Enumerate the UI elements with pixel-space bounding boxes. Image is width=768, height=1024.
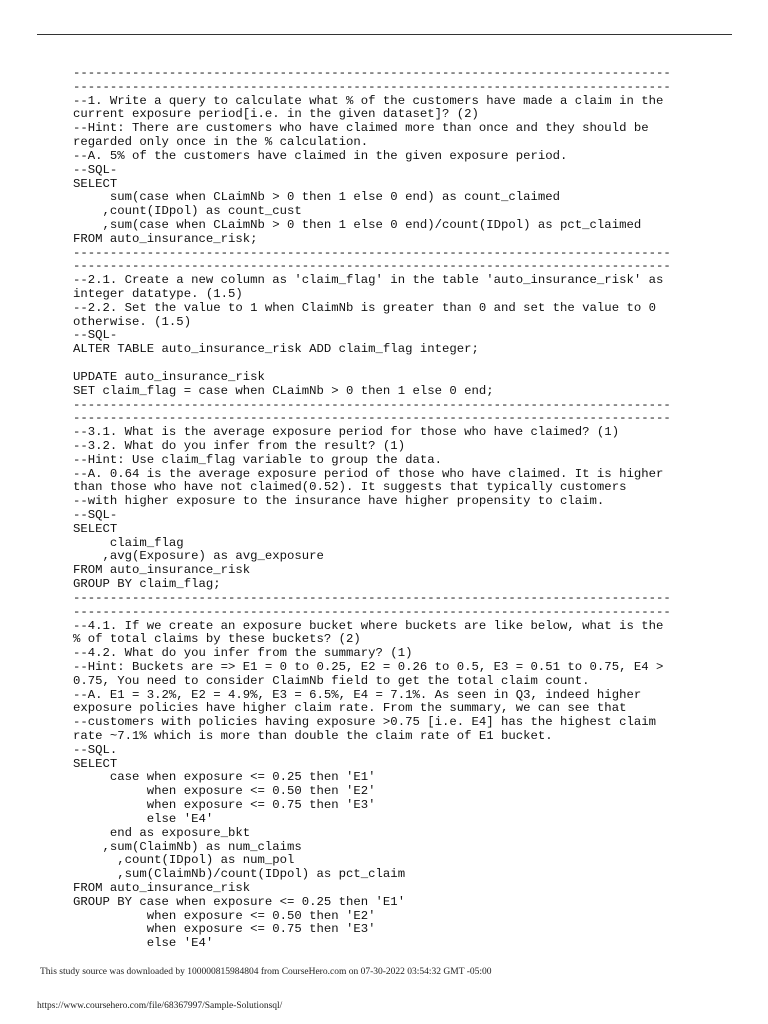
document-line: --4.1. If we create an exposure bucket where buckets are like below, what is the [73, 618, 664, 633]
document-line: ,sum(case when CLaimNb > 0 then 1 else 0 end)/count(IDpol) as pct_claimed [73, 217, 642, 232]
document-line: --3.2. What do you infer from the result? (1) [73, 438, 406, 453]
document-line: --Hint: There are customers who have claimed more than once and they should be [73, 121, 649, 136]
document-line: --2.2. Set the value to 1 when ClaimNb is greater than 0 and set the value to 0 [73, 300, 656, 315]
document-line: regarded only once in the % calculation. [73, 135, 369, 150]
document-line: else 'E4' [73, 936, 214, 951]
document-line: --------------------------------------------------------------------------------- [73, 590, 671, 605]
document-line: ALTER TABLE auto_insurance_risk ADD claim_flag integer; [73, 342, 479, 357]
document-line: --SQL- [73, 162, 118, 177]
document-line: exposure policies have higher claim rate. From the summary, we can see that [73, 701, 627, 716]
document-line: when exposure <= 0.50 then 'E2' [73, 784, 376, 799]
document-line: --------------------------------------------------------------------------------- [73, 397, 671, 412]
document-line: SELECT [73, 756, 118, 771]
document-line: --------------------------------------------------------------------------------- [73, 259, 671, 274]
document-line: FROM auto_insurance_risk [73, 563, 251, 578]
document-line: --Hint: Buckets are => E1 = 0 to 0.25, E2 = 0.26 to 0.5, E3 = 0.51 to 0.75, E4 > [73, 659, 664, 674]
document-line: FROM auto_insurance_risk [73, 880, 251, 895]
document-line: when exposure <= 0.75 then 'E3' [73, 922, 376, 937]
document-line: claim_flag [73, 535, 184, 550]
document-line: --customers with policies having exposure >0.75 [i.e. E4] has the highest claim [73, 715, 656, 730]
document-line: --1. Write a query to calculate what % of the customers have made a claim in the [73, 93, 664, 108]
document-line: integer datatype. (1.5) [73, 287, 243, 301]
document-line: sum(case when CLaimNb > 0 then 1 else 0 end) as count_claimed [73, 190, 561, 205]
document-line: --with higher exposure to the insurance have higher propensity to claim. [73, 494, 605, 509]
document-line: when exposure <= 0.75 then 'E3' [73, 798, 376, 813]
document-line: 0.75, You need to consider ClaimNb field to get the total claim count. [73, 673, 590, 688]
document-line: % of total claims by these buckets? (2) [73, 632, 361, 647]
document-line: case when exposure <= 0.25 then 'E1' [73, 770, 376, 785]
document-line: --A. 5% of the customers have claimed in the given exposure period. [73, 148, 568, 163]
document-line: ,count(IDpol) as count_cust [73, 204, 302, 219]
document-line: GROUP BY claim_flag; [73, 577, 221, 592]
document-line: --SQL- [73, 328, 118, 343]
document-line: end as exposure_bkt [73, 825, 251, 840]
document-line: than those who have not claimed(0.52). It suggests that typically customers [73, 480, 627, 495]
document-line: ,sum(ClaimNb)/count(IDpol) as pct_claim [73, 867, 406, 882]
download-notice: This study source was downloaded by 100000815984804 from CourseHero.com on 07-30-2022 03:54:32 GMT -05:00 [40, 967, 492, 977]
document-line: otherwise. (1.5) [73, 314, 192, 329]
document-line: --2.1. Create a new column as 'claim_flag' in the table 'auto_insurance_risk' as [73, 273, 664, 288]
document-line: --SQL. [73, 742, 118, 757]
document-line: SET claim_flag = case when CLaimNb > 0 then 1 else 0 end; [73, 383, 494, 398]
document-line: UPDATE auto_insurance_risk [73, 369, 265, 384]
document-line: --4.2. What do you infer from the summary? (1) [73, 646, 413, 661]
document-line: --A. E1 = 3.2%, E2 = 4.9%, E3 = 6.5%, E4 = 7.1%. As seen in Q3, indeed higher [73, 687, 642, 702]
document-line: SELECT [73, 176, 118, 191]
sql-document-body [73, 67, 713, 951]
document-line: --3.1. What is the average exposure period for those who have claimed? (1) [73, 425, 620, 440]
document-line: ,sum(ClaimNb) as num_claims [73, 839, 302, 854]
document-line: --------------------------------------------------------------------------------- [73, 604, 671, 619]
document-line: SELECT [73, 521, 118, 536]
document-line: ,avg(Exposure) as avg_exposure [73, 549, 324, 564]
document-line: --A. 0.64 is the average exposure period of those who have claimed. It is higher [73, 466, 664, 481]
document-line: else 'E4' [73, 811, 214, 826]
document-line: --------------------------------------------------------------------------------- [73, 79, 671, 94]
top-rule [37, 34, 732, 35]
document-line [73, 357, 713, 371]
document-line: --------------------------------------------------------------------------------- [73, 245, 671, 260]
document-line: --Hint: Use claim_flag variable to group the data. [73, 452, 442, 467]
document-line: --SQL- [73, 508, 118, 522]
document-line: GROUP BY case when exposure <= 0.25 then 'E1' [73, 894, 406, 909]
document-line: rate ~7.1% which is more than double the claim rate of E1 bucket. [73, 729, 553, 743]
document-line: ,count(IDpol) as num_pol [73, 853, 295, 868]
document-line: FROM auto_insurance_risk; [73, 231, 258, 246]
document-line: current exposure period[i.e. in the given dataset]? (2) [73, 107, 479, 122]
document-line: --------------------------------------------------------------------------------- [73, 411, 671, 426]
document-line: --------------------------------------------------------------------------------- [73, 66, 671, 80]
document-line: when exposure <= 0.50 then 'E2' [73, 908, 376, 923]
source-url[interactable]: https://www.coursehero.com/file/68367997/Sample-Solutionsql/ [37, 1001, 283, 1011]
